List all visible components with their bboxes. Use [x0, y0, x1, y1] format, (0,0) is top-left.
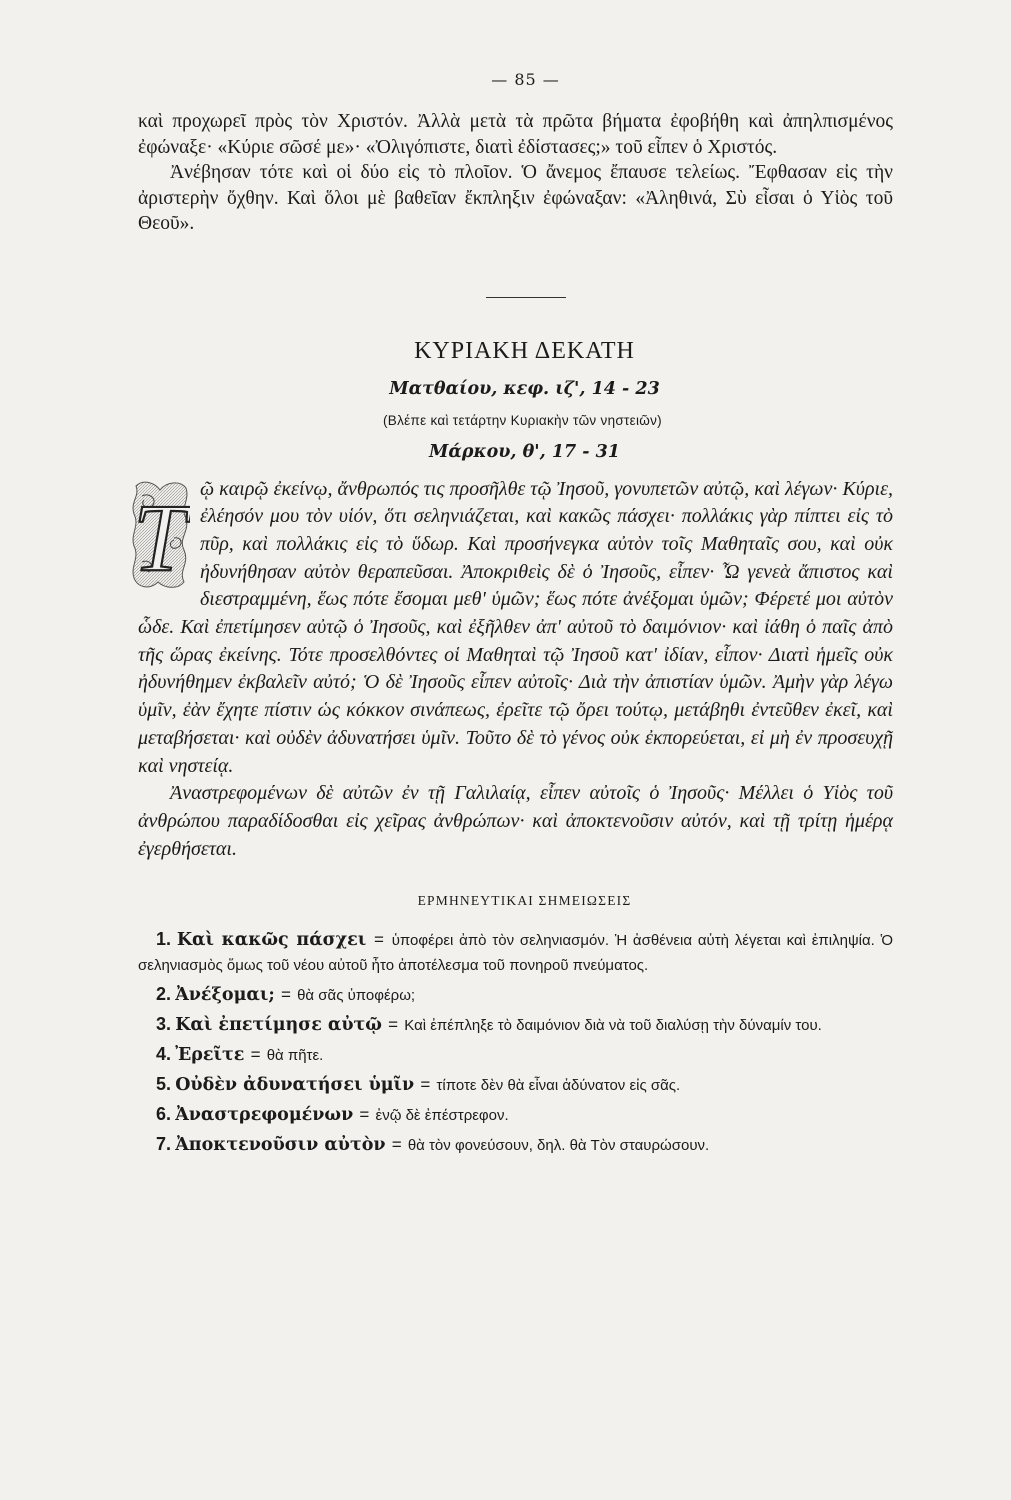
- gospel-text: [133, 476, 893, 864]
- note-number: 1.: [156, 929, 172, 950]
- note-equals: =: [373, 930, 384, 950]
- note-number: 6.: [156, 1104, 172, 1125]
- note-term: Οὐδὲν ἀδυνατήσει ὑμῖν: [175, 1075, 415, 1096]
- note-term: Καὶ ἐπετίμησε αὐτῷ: [175, 1015, 382, 1036]
- note-text: ἐνῷ δὲ ἐπέστρεφον.: [375, 1107, 509, 1125]
- note-term: Ἐρεῖτε: [175, 1045, 245, 1066]
- cross-reference: (Βλέπε καὶ τετάρτην Κυριακὴν τῶν νηστειῶν): [383, 412, 662, 428]
- note-text: θὰ πῆτε.: [266, 1047, 324, 1065]
- gospel-paragraph-1: ῷ καιρῷ ἐκείνῳ, ἄνθρωπός τις προσῆλθε τῷ Ἰησοῦ, γονυπετῶν αὐτῷ, καὶ λέγων· Κύριε, ἐλέησόν μου τὸν υἱόν, ὅτι σεληνιάζεται, καὶ κακῶς πάσχει· πολλάκις γὰρ πίπτει εἰς τὸ πῦρ, καὶ πολλάκις εἰς τὸ ὕδωρ. Καὶ προσήνεγκα αὐτὸν τοῖς Μαθηταῖς σου, καὶ οὐκ ἠδυνήθησαν αὐτὸν θεραπεῦσαι. Ἀποκριθεὶς δὲ ὁ Ἰησοῦς, εἶπεν· Ὦ γενεὰ ἄπιστος καὶ διεστραμμένη, ἕως πότε ἔσομαι μεθ' ὑμῶν; ἕως πότε ἀνέξομαι ὑμῶν; Φέρετέ μοι αὐτὸν ὧδε. Καὶ ἐπετίμησεν αὐτῷ ὁ Ἰησοῦς, καὶ ἐξῆλθεν ἀπ' αὐτοῦ τὸ δαιμόνιον· καὶ ἰάθη ὁ παῖς ἀπὸ τῆς ὥρας ἐκείνης. Τότε προσελθόντες οἱ Μαθηταὶ τῷ Ἰησοῦ κατ' ἰδίαν, εἶπον· Διατὶ ἡμεῖς οὐκ ἠδυνήθημεν ἐκβαλεῖν αὐτό; Ὁ δὲ Ἰησοῦς εἶπεν αὐτοῖς· Διὰ τὴν ἀπιστίαν ὑμῶν. Ἀμὴν γὰρ λέγω ὑμῖν, ἐὰν ἔχητε πίστιν ὡς κόκκον σινάπεως, ἐρεῖτε τῷ ὄρει τούτῳ, μετάβηθι ἐντεῦθεν ἐκεῖ, καὶ μεταβήσεται· καὶ οὐδὲν ἀδυνατήσει ὑμῖν. Τοῦτο δὲ τὸ γένος οὐκ ἐκπορεύεται, εἰ μὴ ἐν προσευχῇ καὶ νηστείᾳ.: [138, 477, 893, 777]
- note-equals: =: [388, 1015, 399, 1035]
- note-equals: =: [280, 985, 291, 1005]
- note-equals: =: [359, 1105, 370, 1125]
- note-item: [138, 1042, 893, 1068]
- dropcap-letter: T: [133, 483, 187, 591]
- citation-matthew: Ματθαίου, κεφ. ιζ', 14 - 23: [389, 378, 660, 399]
- note-item: [138, 1102, 893, 1128]
- ornamental-dropcap: [130, 478, 190, 593]
- note-term: Ἀνέξομαι;: [175, 985, 275, 1006]
- note-equals: =: [391, 1135, 402, 1155]
- sunday-title: ΚΥΡΙΑΚΗ ΔΕΚΑΤΗ: [414, 337, 635, 364]
- intro-paragraph-2: Ἀνέβησαν τότε καὶ οἱ δύο εἰς τὸ πλοῖον. Ὁ ἄνεμος ἔπαυσε τελείως. Ἔφθασαν εἰς τὴν ἀριστερὴν ὄχθην. Καὶ ὅλοι μὲ βαθεῖαν ἔκπληξιν ἐφώναξαν: «Ἀληθινά, Σὺ εἶσαι ὁ Υἱὸς τοῦ Θεοῦ».: [138, 162, 893, 234]
- note-number: 7.: [156, 1134, 172, 1155]
- note-text: Καὶ ἐπέπληξε τὸ δαιμόνιον διὰ νὰ τοῦ διαλύσῃ τὴν δύναμίν του.: [404, 1017, 822, 1035]
- dropcap-ornament-icon: [130, 478, 190, 593]
- note-equals: =: [250, 1045, 261, 1065]
- citation-mark: Μάρκου, θ', 17 - 31: [429, 441, 620, 462]
- note-number: 5.: [156, 1074, 172, 1095]
- note-equals: =: [420, 1075, 431, 1095]
- note-item: [138, 1012, 893, 1038]
- note-number: 3.: [156, 1014, 172, 1035]
- note-item: [138, 927, 893, 978]
- explanatory-notes: [138, 927, 893, 1158]
- note-text: τίποτε δὲν θὰ εἶναι ἀδύνατον εἰς σᾶς.: [436, 1077, 681, 1095]
- note-item: [138, 1132, 893, 1158]
- gospel-paragraph-2: Ἀναστρεφομένων δὲ αὐτῶν ἐν τῇ Γαλιλαίᾳ, εἶπεν αὐτοῖς ὁ Ἰησοῦς· Μέλλει ὁ Υἱὸς τοῦ ἀνθρώπου παραδίδοσθαι εἰς χεῖρας ἀνθρώπων· καὶ ἀποκτενοῦσιν αὐτόν, καὶ τῇ τρίτῃ ἡμέρᾳ ἐγερθήσεται.: [138, 782, 893, 860]
- note-term: Καὶ κακῶς πάσχει: [176, 930, 367, 951]
- page-number: — 85 —: [491, 70, 560, 89]
- note-term: Ἀναστρεφομένων: [175, 1105, 354, 1126]
- notes-heading: ΕΡΜΗΝΕΥΤΙΚΑΙ ΣΗΜΕΙΩΣΕΙΣ: [417, 893, 632, 909]
- intro-paragraph-1: καὶ προχωρεῖ πρὸς τὸν Χριστόν. Ἀλλὰ μετὰ τὰ πρῶτα βήματα ἐφοβήθη καὶ ἀπηλπισμένος ἐφώναξε· «Κύριε σῶσέ με»· «Ὀλιγόπιστε, διατὶ ἐδίστασες;» τοῦ εἶπεν ὁ Χριστός.: [138, 111, 893, 158]
- note-text: ὑποφέρει ἀπὸ τὸν σεληνιασμόν. Ἡ ἀσθένεια αὐτὴ λέγεται καὶ ἐπιληψία. Ὁ σεληνιασμὸς ὅμως τοῦ νέου αὐτοῦ ἦτο ἀποτέλεσμα τοῦ πονηροῦ πνεύματος.: [138, 932, 894, 975]
- note-number: 2.: [156, 984, 172, 1005]
- page-content: [133, 70, 894, 1162]
- note-term: Ἀποκτενοῦσιν αὐτὸν: [175, 1135, 386, 1156]
- section-separator: [486, 297, 566, 298]
- note-item: [138, 982, 893, 1008]
- note-item: [138, 1072, 893, 1098]
- note-number: 4.: [156, 1044, 172, 1065]
- note-text: θὰ τὸν φονεύσουν, δηλ. θὰ Τὸν σταυρώσουν.: [407, 1137, 710, 1155]
- note-text: θὰ σᾶς ὑποφέρω;: [297, 987, 416, 1005]
